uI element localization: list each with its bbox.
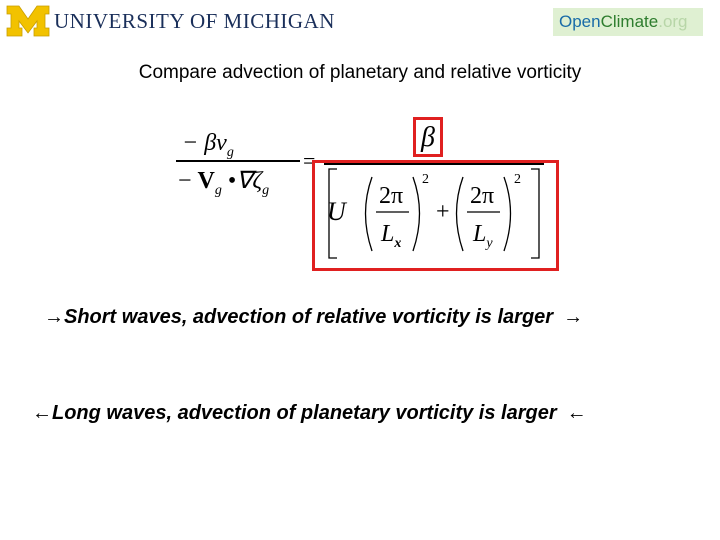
equals-sign: = (303, 148, 316, 173)
lhs-fraction-bar (176, 160, 300, 162)
right-arrow-icon: → (563, 306, 584, 328)
term1-numerator: 2π (379, 183, 404, 209)
openclimate-logo (553, 8, 703, 36)
long-waves-text: Long waves, advection of planetary vorticity is larger (52, 402, 557, 424)
long-waves-statement (32, 402, 587, 425)
term2-close-paren (504, 177, 511, 251)
lhs-fraction (176, 130, 306, 200)
term2-numerator: 2π (470, 183, 495, 209)
lhs-den-V: V (197, 168, 215, 194)
openclimate-climate: Climate (600, 12, 659, 31)
plus-sign: + (436, 199, 450, 225)
term2-open-paren (457, 177, 464, 251)
left-arrow-icon: ← (566, 402, 587, 424)
lhs-den-dot: • (227, 168, 237, 194)
lhs-numerator-sub: g (226, 145, 234, 160)
university-of-michigan-logo (6, 4, 335, 38)
openclimate-org: .org (658, 12, 688, 31)
lhs-numerator-text: − βv (182, 130, 227, 156)
term1-close-paren (413, 177, 420, 251)
term1-denominator: $L_x$ (381, 221, 402, 251)
lhs-den-zeta-sub: g (262, 183, 270, 198)
term2-exponent: 2 (514, 172, 521, 187)
right-arrow-icon: → (44, 306, 64, 328)
lhs-den-V-sub: g (214, 183, 222, 198)
left-arrow-icon: ← (32, 402, 52, 424)
block-m-icon (6, 5, 50, 37)
term2-denominator: $L_y$ (473, 221, 493, 251)
lhs-denominator (178, 166, 269, 199)
term1-open-paren (366, 177, 373, 251)
rhs-denominator (315, 163, 555, 268)
lhs-den-nabla-zeta: ∇ζ (236, 168, 263, 194)
right-bracket (531, 169, 539, 258)
beta-highlight-box (413, 117, 443, 157)
lhs-numerator (182, 130, 234, 161)
term1-exponent: 2 (422, 172, 429, 187)
university-name: UNIVERSITY OF MICHIGAN (54, 8, 335, 33)
short-waves-statement (44, 306, 583, 329)
rhs-den-U: U (327, 197, 346, 226)
rhs-numerator-beta: β (421, 122, 435, 153)
short-waves-text: Short waves, advection of relative vorticity is larger (64, 306, 554, 328)
lhs-den-minus: − (178, 168, 192, 194)
openclimate-open: Open (559, 12, 601, 31)
slide-title: Compare advection of planetary and relative vorticity (138, 62, 582, 83)
